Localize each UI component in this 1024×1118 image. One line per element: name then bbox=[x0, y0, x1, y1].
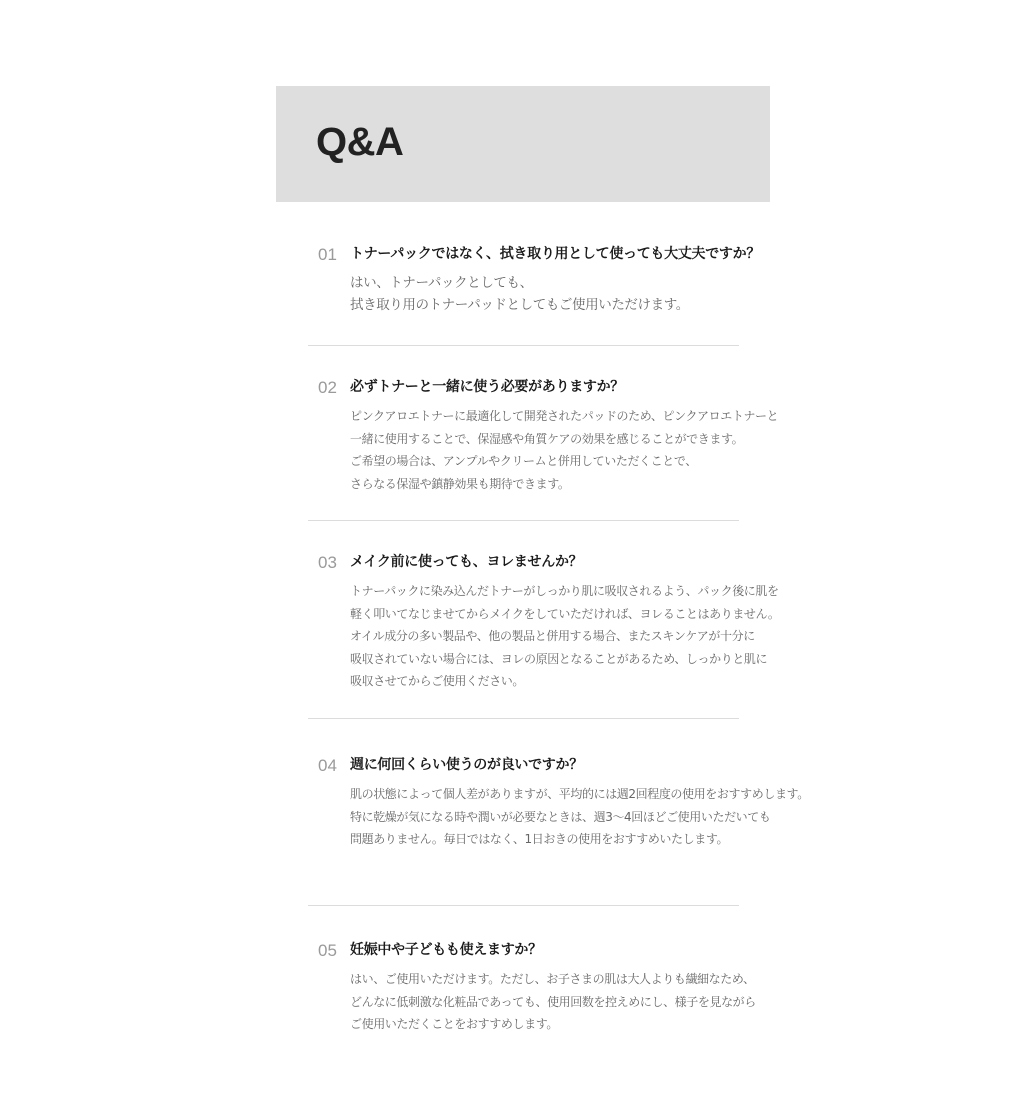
qa-question: メイク前に使っても、ヨレませんか？ bbox=[350, 554, 583, 570]
qa-answer-line: 問題ありません。毎日ではなく、1日おきの使用をおすすめいたします。 bbox=[350, 832, 729, 846]
qa-number: 02 bbox=[318, 378, 337, 397]
qa-answer-line: 軽く叩いてなじませてからメイクをしていただければ、ヨレることはありません。 bbox=[350, 606, 780, 621]
qa-number: 01 bbox=[318, 245, 337, 264]
qa-number: 03 bbox=[318, 553, 337, 572]
qa-divider bbox=[308, 520, 739, 521]
qa-answer bbox=[350, 580, 779, 693]
qa-header-banner bbox=[276, 86, 770, 202]
qa-answer-line: はい、ご使用いただけます。ただし、お子さまの肌は大人よりも繊細なため、 bbox=[350, 972, 755, 986]
qa-answer-line: 吸収させてからご使用ください。 bbox=[350, 674, 525, 688]
qa-answer bbox=[350, 968, 756, 1036]
qa-number: 05 bbox=[318, 941, 337, 960]
qa-answer bbox=[350, 783, 809, 851]
qa-answer-line: ご使用いただくことをおすすめします。 bbox=[350, 1017, 558, 1031]
qa-question: 週に何回くらい使うのが良いですか？ bbox=[350, 757, 583, 773]
page-title: Q&A bbox=[316, 120, 404, 164]
qa-answer-line: 一緒に使用することで、保湿感や角質ケアの効果を感じることができます。 bbox=[350, 431, 744, 446]
qa-divider bbox=[308, 905, 739, 906]
qa-answer-line: どんなに低刺激な化粧品であっても、使用回数を控えめにし、様子を見ながら bbox=[350, 994, 756, 1009]
qa-question: トナーパックではなく、拭き取り用として使っても大丈夫ですか？ bbox=[350, 246, 761, 262]
qa-answer bbox=[350, 405, 778, 495]
qa-answer-line: 特に乾燥が気になる時や潤いが必要なときは、週3〜4回ほどご使用いただいても bbox=[350, 809, 771, 824]
qa-answer bbox=[350, 272, 689, 316]
qa-answer-line: トナーパックに染み込んだトナーがしっかり肌に吸収されるよう、パック後に肌を bbox=[350, 584, 779, 598]
qa-divider bbox=[308, 345, 739, 346]
qa-question: 必ずトナーと一緒に使う必要がありますか？ bbox=[350, 379, 624, 395]
qa-answer-line: 拭き取り用のトナーパッドとしてもご使用いただけます。 bbox=[350, 297, 689, 313]
qa-question: 妊娠中や子どもも使えますか？ bbox=[350, 942, 542, 958]
qa-answer-line: 肌の状態によって個人差がありますが、平均的には週2回程度の使用をおすすめします。 bbox=[350, 787, 809, 801]
qa-answer-line: さらなる保湿や鎮静効果も期待できます。 bbox=[350, 476, 570, 491]
qa-answer-line: はい、トナーパックとしても、 bbox=[350, 275, 533, 291]
qa-answer-line: ピンクアロエトナーに最適化して開発されたパッドのため、ピンクアロエトナーと bbox=[350, 409, 779, 423]
qa-answer-line: ご希望の場合は、アンプルやクリームと併用していただくことで、 bbox=[350, 454, 697, 468]
qa-number: 04 bbox=[318, 756, 337, 775]
qa-answer-line: 吸収されていない場合には、ヨレの原因となることがあるため、しっかりと肌に bbox=[350, 651, 768, 666]
qa-divider bbox=[308, 718, 739, 719]
qa-answer-line: オイル成分の多い製品や、他の製品と併用する場合、またスキンケアが十分に bbox=[350, 629, 755, 643]
